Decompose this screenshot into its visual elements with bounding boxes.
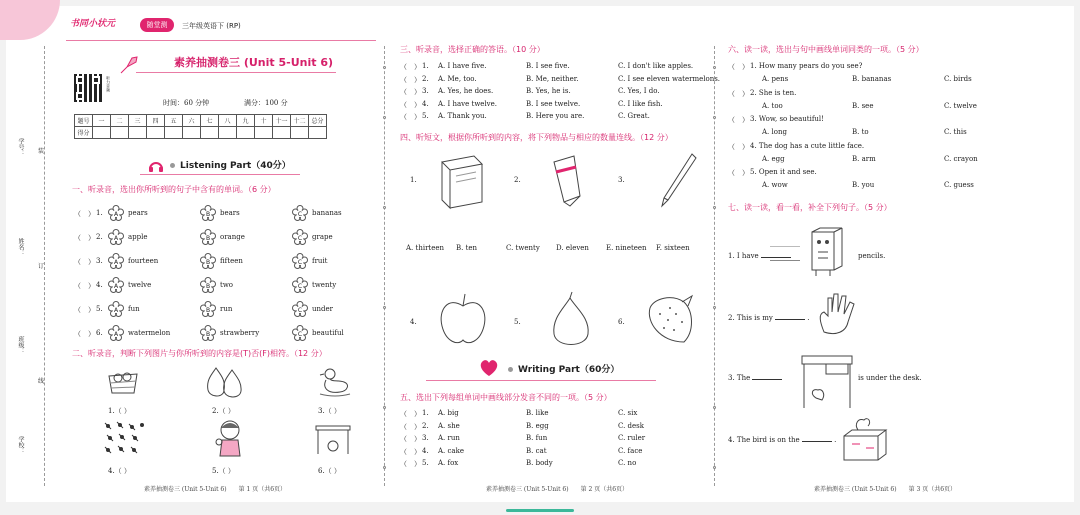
- option-c: C. Yes, I do.: [618, 87, 660, 95]
- page-2-footer: 素养抽测卷三 (Unit 5-Unit 6) 第 2 页（共6页）: [486, 486, 629, 493]
- s2-label-4: 4.（ ）: [108, 467, 131, 475]
- option-b-word: run: [220, 305, 233, 313]
- basket-picture: [106, 366, 140, 396]
- svg-text:A: A: [113, 235, 119, 242]
- answer-paren[interactable]: （ ）: [728, 169, 749, 177]
- option-b: B. Here you are.: [526, 112, 585, 120]
- score-header-cell: 五: [165, 115, 183, 127]
- option-b-word: two: [220, 281, 234, 289]
- svg-text:C: C: [297, 331, 303, 338]
- s4-num-6: 6.: [618, 318, 625, 326]
- score-input-cell[interactable]: [309, 127, 327, 139]
- option-b: B. to: [852, 128, 869, 136]
- option-b-word: fifteen: [220, 257, 243, 265]
- title-underline: [136, 72, 336, 73]
- writing-line: [770, 246, 800, 247]
- question-number: 4.: [422, 99, 429, 108]
- count-option: D. eleven: [556, 244, 589, 252]
- section-6-title: 六、读一读，选出与句中画线单词同类的一项。（5 分）: [728, 45, 924, 54]
- score-header-cell: 十一: [273, 115, 291, 127]
- question-number: 3.: [422, 434, 429, 442]
- option-flower-icon[interactable]: [292, 253, 308, 269]
- binding-hole: [713, 116, 716, 119]
- answer-paren[interactable]: （ ）: [74, 210, 95, 218]
- question-number: 3.: [96, 257, 103, 265]
- option-flower-icon[interactable]: [108, 277, 124, 293]
- option-c: C. desk: [618, 421, 645, 430]
- option-a-word: watermelon: [128, 329, 171, 337]
- count-option: E. nineteen: [606, 244, 647, 252]
- binding-hole: [713, 206, 716, 209]
- count-option: B. ten: [456, 244, 478, 252]
- bird-box-picture: [838, 414, 888, 464]
- section-3-title: 三、听录音，选择正确的答语。（10 分）: [400, 45, 545, 54]
- option-a: A. long: [762, 128, 787, 136]
- option-flower-icon[interactable]: [200, 253, 216, 269]
- s4-num-4: 4.: [410, 318, 417, 326]
- score-input-cell[interactable]: [201, 127, 219, 139]
- option-flower-icon[interactable]: [200, 205, 216, 221]
- section-1-title: 一、听录音，选出你所听到的句子中含有的单词。（6 分）: [72, 185, 276, 194]
- score-header-cell: 四: [147, 115, 165, 127]
- answer-paren[interactable]: （ ）: [400, 435, 421, 443]
- binding-hole: [383, 306, 386, 309]
- answer-paren[interactable]: （ ）: [400, 410, 421, 418]
- option-a-word: apple: [128, 233, 148, 241]
- question-number: 2.: [422, 74, 429, 83]
- section-2-title: 二、听录音，判断下列图片与你所听到的内容是(T)否(F)相符。（12 分）: [72, 349, 327, 358]
- binding-hole: [713, 466, 716, 469]
- option-b: B. body: [526, 459, 553, 467]
- score-row-label: 得分: [75, 127, 93, 139]
- svg-text:B: B: [205, 307, 211, 314]
- count-option: C. twenty: [506, 244, 540, 252]
- question-sentence: 3. Wow, so beautiful!: [750, 115, 824, 123]
- option-c: C. this: [944, 128, 967, 136]
- option-c: C. no: [618, 459, 637, 467]
- section-5-title: 五、选出下列每组单词中画线部分发音不同的一项。（5 分）: [400, 393, 612, 402]
- answer-paren[interactable]: （ ）: [400, 63, 421, 71]
- option-b-word: strawberry: [220, 329, 260, 337]
- option-b: B. egg: [526, 421, 549, 430]
- option-c: C. I like fish.: [618, 99, 663, 108]
- score-header-cell: 九: [237, 115, 255, 127]
- option-c-word: twenty: [312, 281, 337, 289]
- option-b-word: bears: [220, 209, 240, 217]
- s7-item-1: 1. I have: [728, 252, 791, 260]
- question-number: 5.: [422, 112, 429, 120]
- score-table: [74, 114, 327, 139]
- score-header-cell: 总分: [309, 115, 327, 127]
- margin-name-label: 姓名：: [17, 238, 24, 256]
- s7-item-4: 4. The bird is on the .: [728, 436, 837, 444]
- svg-text:C: C: [297, 211, 303, 218]
- option-c: C. I see eleven watermelons.: [618, 74, 721, 83]
- answer-blank[interactable]: [752, 374, 782, 380]
- svg-text:A: A: [113, 259, 119, 266]
- answer-blank[interactable]: [775, 314, 805, 320]
- score-input-cell[interactable]: [129, 127, 147, 139]
- answer-paren[interactable]: （ ）: [400, 422, 421, 431]
- option-a-word: pears: [128, 209, 148, 217]
- score-input-cell[interactable]: [165, 127, 183, 139]
- margin-num-label: 学号：: [17, 138, 24, 156]
- binding-hole: [713, 306, 716, 309]
- score-input-cell[interactable]: [93, 127, 111, 139]
- option-c: C. ruler: [618, 434, 646, 442]
- seal-char: 线: [38, 378, 45, 385]
- bullet-dot: [170, 163, 175, 168]
- score-input-cell[interactable]: [219, 127, 237, 139]
- binding-hole: [383, 116, 386, 119]
- strawberry-picture: [644, 292, 696, 346]
- option-b: B. like: [526, 409, 549, 417]
- pencil-box-picture: [806, 226, 850, 278]
- svg-text:A: A: [113, 307, 119, 314]
- option-a: A. she: [438, 421, 460, 430]
- s4-num-1: 1.: [410, 176, 417, 184]
- s7-item-3-post: is under the desk.: [858, 374, 922, 382]
- option-a-word: twelve: [128, 281, 152, 289]
- ants-picture: [102, 420, 146, 456]
- option-b: B. Yes, he is.: [526, 87, 571, 95]
- option-flower-icon[interactable]: [292, 301, 308, 317]
- apple-picture: [436, 292, 490, 348]
- margin-school-label: 学校：: [17, 436, 24, 454]
- question-sentence: 2. She is ten.: [750, 88, 797, 97]
- s2-label-1: 1.（ ）: [108, 407, 131, 415]
- answer-paren[interactable]: （ ）: [400, 100, 421, 109]
- option-a-word: fun: [128, 305, 140, 313]
- option-flower-icon[interactable]: [200, 277, 216, 293]
- s7-item-1-post: pencils.: [858, 252, 886, 260]
- pencil-heart-icon: [478, 358, 500, 378]
- grade-header: 三年级英语下 (RP): [182, 22, 241, 30]
- margin-class-label: 班级：: [17, 336, 24, 354]
- option-c: C. I don't like apples.: [618, 62, 694, 70]
- score-input-cell[interactable]: [291, 127, 309, 139]
- option-a: A. run: [438, 434, 460, 442]
- option-b: B. cat: [526, 446, 547, 455]
- bullet-dot: [508, 367, 513, 372]
- score-header-cell: 三: [129, 115, 147, 127]
- option-flower-icon[interactable]: [292, 277, 308, 293]
- s2-label-2: 2.（ ）: [212, 407, 235, 415]
- answer-paren[interactable]: （ ）: [74, 282, 95, 290]
- svg-text:A: A: [113, 283, 119, 290]
- header-divider: [66, 40, 376, 41]
- option-flower-icon[interactable]: [108, 301, 124, 317]
- svg-text:C: C: [297, 259, 303, 266]
- option-b: B. see: [852, 101, 874, 110]
- svg-text:C: C: [297, 283, 303, 290]
- option-a: A. Thank you.: [438, 112, 487, 120]
- question-number: 1.: [422, 409, 429, 417]
- answer-paren[interactable]: （ ）: [728, 116, 749, 124]
- seal-char: 装: [38, 148, 45, 155]
- option-a: A. Me, too.: [438, 74, 477, 83]
- binding-hole: [713, 66, 716, 69]
- score-header-cell: 题号: [75, 115, 93, 127]
- question-sentence: 1. How many pears do you see?: [750, 62, 863, 70]
- svg-text:C: C: [297, 307, 303, 314]
- option-b-word: orange: [220, 233, 245, 241]
- option-c-word: bananas: [312, 209, 342, 217]
- pencil-picture: [658, 152, 698, 210]
- scroll-indicator[interactable]: [506, 509, 574, 512]
- score-header-cell: 一: [93, 115, 111, 127]
- listening-part-title: Listening Part（40分）: [180, 161, 291, 171]
- answer-paren[interactable]: （ ）: [74, 330, 95, 338]
- question-number: 1.: [96, 209, 103, 217]
- svg-text:B: B: [205, 211, 211, 218]
- option-b: B. I see five.: [526, 62, 570, 70]
- option-b: B. you: [852, 181, 875, 189]
- option-c: C. twelve: [944, 101, 977, 110]
- pear-picture: [546, 290, 596, 350]
- qr-code: [74, 74, 102, 102]
- section-4-title: 四、听短文，根据你所听到的内容，将下列物品与相应的数量连线。（12 分）: [400, 133, 673, 142]
- binding-hole: [383, 466, 386, 469]
- option-a: A. big: [438, 409, 459, 417]
- svg-text:B: B: [205, 235, 211, 242]
- option-flower-icon[interactable]: [200, 229, 216, 245]
- question-number: 2.: [422, 421, 429, 430]
- qr-caption: 听力音频: [106, 76, 111, 92]
- option-b: B. bananas: [852, 75, 892, 83]
- binding-hole: [383, 206, 386, 209]
- score-header-cell: 六: [183, 115, 201, 127]
- option-b: B. arm: [852, 154, 876, 163]
- option-a: A. too: [762, 101, 783, 110]
- option-b: B. fun: [526, 434, 548, 442]
- option-flower-icon[interactable]: [108, 205, 124, 221]
- option-a: A. Yes, he does.: [438, 87, 494, 95]
- option-a: A. pens: [762, 75, 789, 83]
- option-flower-icon[interactable]: [200, 325, 216, 341]
- s2-label-5: 5.（ ）: [212, 467, 235, 475]
- question-sentence: 4. The dog has a cute little face.: [750, 141, 865, 150]
- svg-text:C: C: [297, 235, 303, 242]
- exam-sheet: [6, 6, 1074, 502]
- question-number: 5.: [422, 459, 429, 467]
- listening-underline: [140, 174, 300, 175]
- count-option: A. thirteen: [406, 244, 445, 252]
- question-number: 2.: [96, 233, 103, 241]
- s2-label-6: 6.（ ）: [318, 467, 341, 475]
- s7-item-2: 2. This is my .: [728, 314, 810, 322]
- binding-hole: [713, 406, 716, 409]
- brand-badge: 随堂测: [140, 18, 174, 32]
- binding-line: [44, 46, 45, 486]
- answer-paren[interactable]: （ ）: [400, 447, 421, 456]
- option-flower-icon[interactable]: [292, 325, 308, 341]
- exam-title: 素养抽测卷三 (Unit 5-Unit 6): [174, 56, 334, 69]
- s4-num-2: 2.: [514, 176, 521, 184]
- question-number: 4.: [96, 281, 103, 289]
- question-number: 5.: [96, 305, 103, 313]
- option-c-word: beautiful: [312, 329, 344, 337]
- option-a-word: fourteen: [128, 257, 159, 265]
- pears-picture: [204, 364, 244, 400]
- s2-label-3: 3.（ ）: [318, 407, 341, 415]
- answer-paren[interactable]: （ ）: [74, 306, 95, 314]
- option-b: B. I see twelve.: [526, 99, 581, 108]
- score-input-cell[interactable]: [147, 127, 165, 139]
- brand-logo: 书同小状元: [70, 19, 116, 29]
- svg-text:A: A: [113, 331, 119, 338]
- score-input-cell[interactable]: [111, 127, 129, 139]
- exam-time: 时间：60 分钟: [163, 99, 210, 107]
- score-header-cell: 十二: [291, 115, 309, 127]
- score-header-cell: 二: [111, 115, 129, 127]
- answer-paren[interactable]: （ ）: [74, 258, 95, 266]
- writing-underline: [426, 380, 656, 381]
- book-picture: [436, 152, 488, 210]
- score-header-cell: 十: [255, 115, 273, 127]
- option-a: A. egg: [762, 154, 785, 163]
- question-number: 1.: [422, 62, 429, 70]
- s4-num-3: 3.: [618, 176, 625, 184]
- option-c-word: under: [312, 305, 333, 313]
- option-b: B. Me, neither.: [526, 74, 579, 83]
- score-input-cell[interactable]: [273, 127, 291, 139]
- option-c: C. Great.: [618, 112, 650, 120]
- score-input-cell[interactable]: [237, 127, 255, 139]
- corner-decoration: [0, 0, 60, 40]
- answer-paren[interactable]: （ ）: [400, 75, 421, 84]
- fold-line: [714, 46, 715, 486]
- answer-paren[interactable]: （ ）: [400, 88, 421, 96]
- section-7-title: 七、读一读，看一看，补全下列句子。（5 分）: [728, 203, 892, 212]
- option-c-word: fruit: [312, 257, 328, 265]
- option-c: C. face: [618, 446, 643, 455]
- answer-paren[interactable]: （ ）: [728, 89, 749, 98]
- svg-text:B: B: [205, 283, 211, 290]
- answer-paren[interactable]: （ ）: [728, 63, 749, 71]
- option-a: A. wow: [762, 181, 788, 189]
- score-input-cell[interactable]: [183, 127, 201, 139]
- page-3-footer: 素养抽测卷三 (Unit 5-Unit 6) 第 3 页（共6页）: [814, 486, 957, 493]
- question-number: 6.: [96, 329, 103, 337]
- binding-hole: [383, 66, 386, 69]
- option-a: A. I have twelve.: [438, 99, 498, 108]
- option-c: C. six: [618, 409, 638, 417]
- answer-paren[interactable]: （ ）: [728, 142, 749, 151]
- svg-text:B: B: [205, 259, 211, 266]
- option-c-word: grape: [312, 233, 333, 241]
- answer-blank[interactable]: [761, 252, 791, 258]
- binding-hole: [383, 406, 386, 409]
- s7-item-3: 3. The: [728, 374, 782, 382]
- option-flower-icon[interactable]: [292, 229, 308, 245]
- question-number: 3.: [422, 87, 429, 95]
- question-sentence: 5. Open it and see.: [750, 168, 817, 176]
- headphones-icon: [148, 158, 164, 172]
- fold-line: [384, 46, 385, 486]
- option-flower-icon[interactable]: [108, 253, 124, 269]
- duck-picture: [318, 366, 352, 398]
- option-a: A. fox: [438, 459, 459, 467]
- writing-line: [770, 260, 800, 261]
- score-input-cell[interactable]: [255, 127, 273, 139]
- answer-paren[interactable]: （ ）: [400, 113, 421, 121]
- girl-picture: [212, 418, 248, 458]
- option-flower-icon[interactable]: [108, 229, 124, 245]
- option-flower-icon[interactable]: [292, 205, 308, 221]
- answer-paren[interactable]: （ ）: [400, 460, 421, 468]
- desk-picture: [796, 350, 856, 410]
- option-a: A. I have five.: [438, 62, 487, 70]
- option-a: A. cake: [438, 446, 464, 455]
- count-option: F. sixteen: [656, 244, 690, 252]
- hand-picture: [816, 292, 862, 338]
- score-header-cell: 七: [201, 115, 219, 127]
- svg-text:B: B: [205, 331, 211, 338]
- answer-paren[interactable]: （ ）: [74, 234, 95, 242]
- option-c: C. guess: [944, 181, 974, 189]
- marker-picture: [546, 152, 588, 208]
- exam-full-score: 满分：100 分: [244, 99, 288, 107]
- s4-num-5: 5.: [514, 318, 521, 326]
- svg-text:A: A: [113, 211, 119, 218]
- table-ball-picture: [312, 420, 354, 456]
- writing-part-title: Writing Part（60分）: [518, 365, 620, 375]
- question-number: 4.: [422, 446, 429, 455]
- score-header-cell: 八: [219, 115, 237, 127]
- option-c: C. crayon: [944, 154, 978, 163]
- option-c: C. birds: [944, 75, 972, 83]
- option-flower-icon[interactable]: [200, 301, 216, 317]
- option-flower-icon[interactable]: [108, 325, 124, 341]
- answer-blank[interactable]: [802, 436, 832, 442]
- page-1-footer: 素养抽测卷三 (Unit 5-Unit 6) 第 1 页（共6页）: [144, 486, 287, 493]
- seal-char: 订: [38, 263, 45, 270]
